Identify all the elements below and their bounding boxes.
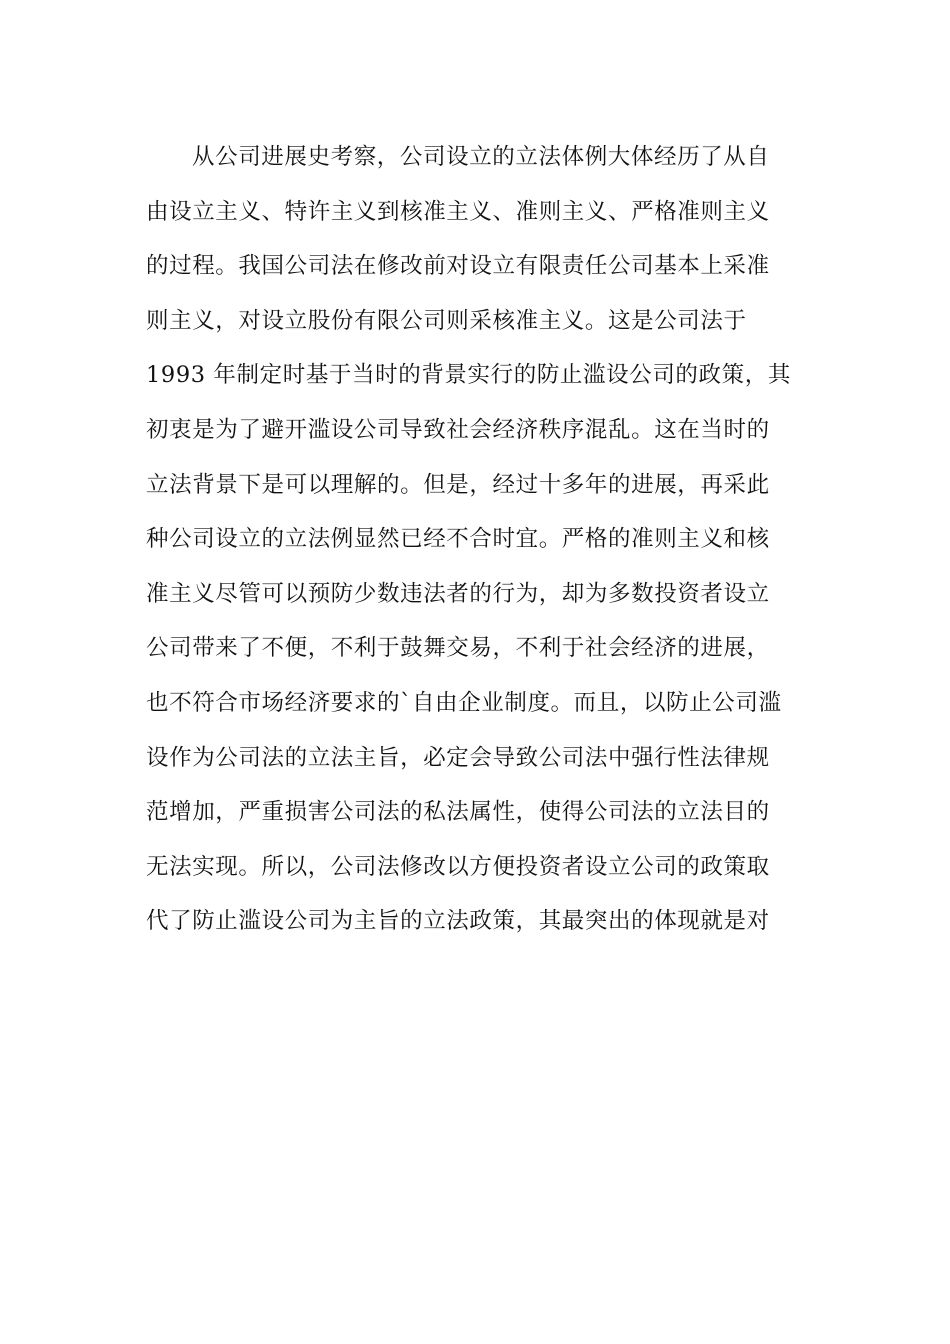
paragraph-line-10: 公司带来了不便，不利于鼓舞交易，不利于社会经济的进展， xyxy=(146,635,770,662)
paragraph-line-5: 1993 年制定时基于当时的背景实行的防止滥设公司的政策，其 xyxy=(146,362,791,389)
paragraph-line-11: 也不符合市场经济要求的`自由企业制度。而且，以防止公司滥 xyxy=(146,689,782,716)
paragraph-line-2: 由设立主义、特许主义到核准主义、准则主义、严格准则主义 xyxy=(146,198,770,225)
paragraph-line-15: 代了防止滥设公司为主旨的立法政策，其最突出的体现就是对 xyxy=(146,908,770,935)
paragraph-line-1: 从公司进展史考察，公司设立的立法体例大体经历了从自 xyxy=(192,144,770,170)
body-paragraph xyxy=(146,130,806,949)
paragraph-line-14: 无法实现。所以，公司法修改以方便投资者设立公司的政策取 xyxy=(146,853,770,880)
paragraph-line-3: 的过程。我国公司法在修改前对设立有限责任公司基本上采准 xyxy=(146,253,770,280)
paragraph-line-9: 准主义尽管可以预防少数违法者的行为，却为多数投资者设立 xyxy=(146,580,770,607)
paragraph-line-8: 种公司设立的立法例显然已经不合时宜。严格的准则主义和核 xyxy=(146,526,770,553)
paragraph-line-7: 立法背景下是可以理解的。但是，经过十多年的进展，再采此 xyxy=(146,471,770,498)
paragraph-line-12: 设作为公司法的立法主旨，必定会导致公司法中强行性法律规 xyxy=(146,744,770,771)
paragraph-line-4: 则主义，对设立股份有限公司则采核准主义。这是公司法于 xyxy=(146,307,747,334)
paragraph-line-13: 范增加，严重损害公司法的私法属性，使得公司法的立法目的 xyxy=(146,799,770,826)
paragraph-line-6: 初衷是为了避开滥设公司导致社会经济秩序混乱。这在当时的 xyxy=(146,416,770,443)
